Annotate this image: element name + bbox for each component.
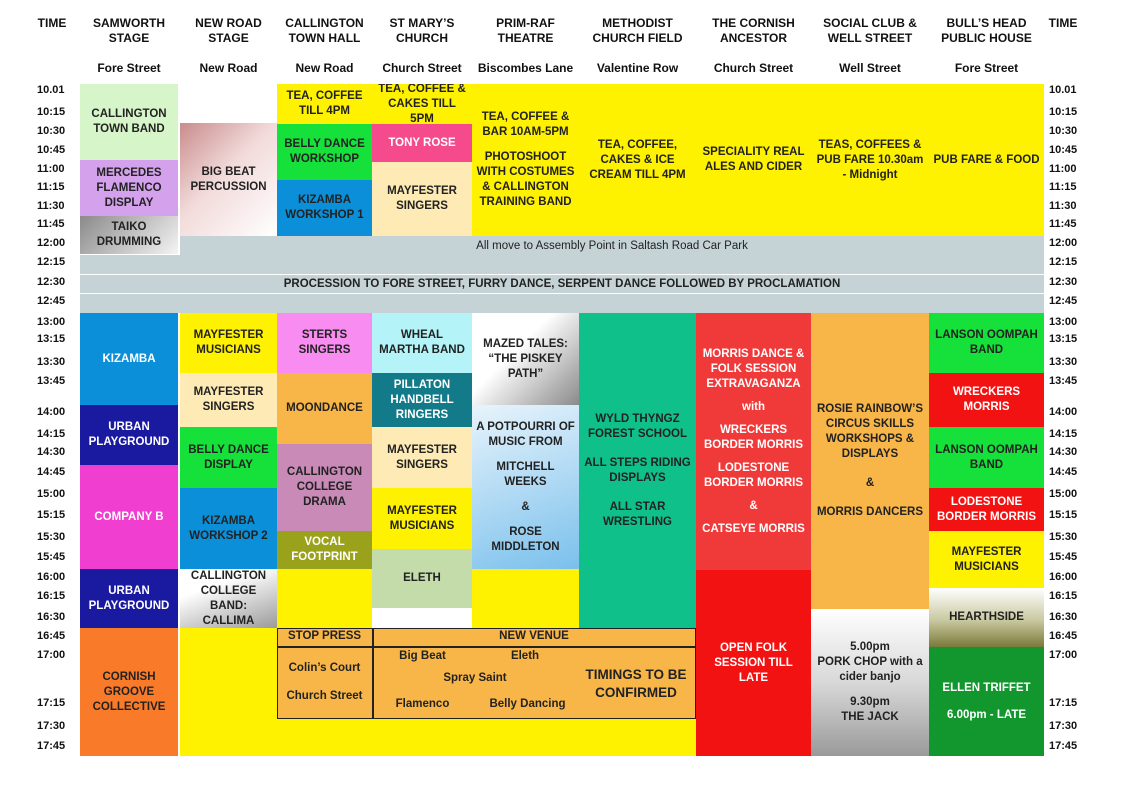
time-label: 14:00: [37, 406, 66, 418]
event-mayfester-singers-stm1: MAYFESTER SINGERS: [372, 162, 472, 236]
column-title-social-club: SOCIAL CLUB & WELL STREET: [823, 16, 917, 45]
time-label: 11:00: [37, 163, 65, 175]
event-kizamba: KIZAMBA: [80, 313, 178, 405]
column-location-social-club: Well Street: [839, 61, 901, 75]
column-location-bulls-head: Fore Street: [954, 61, 1019, 75]
column-location-new-road: New Road: [199, 61, 258, 75]
time-label: 17:00: [1049, 649, 1078, 661]
event-open-folk-session: OPEN FOLK SESSION TILL LATE: [696, 570, 811, 756]
time-label: 12:15: [1049, 256, 1078, 268]
event-sterts-singers: STERTS SINGERS: [277, 313, 372, 373]
event-callington-college-drama: CALLINGTON COLLEGE DRAMA: [277, 444, 372, 531]
time-label: 12:00: [37, 237, 66, 249]
time-label: 10.01: [1049, 84, 1077, 96]
event-pub-fare-food: PUB FARE & FOOD: [929, 84, 1044, 236]
event-morris-extravaganza: MORRIS DANCE & FOLK SESSION EXTRAVAGANZA with WRECKERS BORDER MORRIS LODESTONE BORDER MORRIS & CATSEYE MORRIS: [696, 313, 811, 570]
procession-banner: PROCESSION TO FORE STREET, FURRY DANCE, SERPENT DANCE FOLLOWED BY PROCLAMATION: [80, 255, 1044, 313]
time-label: 15:15: [1049, 509, 1078, 521]
time-label: 10:30: [1049, 125, 1078, 137]
event-taiko-drumming: TAIKO DRUMMING: [80, 216, 178, 254]
time-label: 12:15: [37, 256, 66, 268]
time-label: 17:45: [1049, 740, 1078, 752]
time-label: 12:30: [1049, 276, 1078, 288]
time-label: 12:30: [37, 276, 66, 288]
event-callington-town-band: CALLINGTON TOWN BAND: [80, 84, 178, 160]
event-mayfester-singers-stm2: MAYFESTER SINGERS: [372, 427, 472, 488]
time-label: 12:00: [1049, 237, 1078, 249]
time-label: 14:45: [37, 466, 66, 478]
time-label: 16:30: [1049, 611, 1078, 623]
event-kizamba-workshop-1: KIZAMBA WORKSHOP 1: [277, 180, 372, 236]
event-moondance: MOONDANCE: [277, 373, 372, 444]
time-label: 10:15: [37, 106, 66, 118]
time-label: 12:45: [1049, 295, 1078, 307]
time-label: 10:45: [37, 144, 66, 156]
time-label: 13:00: [1049, 316, 1078, 328]
stop-press-new-venue: NEW VENUE: [499, 630, 569, 642]
event-callington-college-band: CALLINGTON COLLEGE BAND: CALLIMA: [180, 569, 277, 628]
event-cornish-groove: CORNISH GROOVE COLLECTIVE: [80, 628, 178, 756]
event-wheal-martha-band: WHEAL MARTHA BAND: [372, 313, 472, 373]
time-label: 15:45: [37, 551, 66, 563]
column-title-prim-raf: PRIM-RAF THEATRE: [496, 16, 555, 45]
time-label: 17:45: [37, 740, 66, 752]
event-mayfester-musicians-bh: MAYFESTER MUSICIANS: [929, 531, 1044, 588]
column-title-samworth: SAMWORTH STAGE: [93, 16, 165, 45]
time-label: 17:00: [37, 649, 66, 661]
procession-divider-1: [80, 274, 1044, 275]
time-label: 11:00: [1049, 163, 1077, 175]
event-town-hall-yellow: [277, 569, 372, 629]
event-methodist-field-activities: WYLD THYNGZ FOREST SCHOOL ALL STEPS RIDING DISPLAYS ALL STAR WRESTLING: [579, 313, 696, 629]
column-location-samworth: Fore Street: [97, 61, 161, 75]
event-urban-playground-2: URBAN PLAYGROUND: [80, 569, 178, 628]
time-label: 16:45: [37, 630, 66, 642]
time-label: 10:15: [1049, 106, 1078, 118]
event-new-road-yellow-late: [180, 628, 277, 756]
event-potpourri-of-music: A POTPOURRI OF MUSIC FROM MITCHELL WEEKS & ROSE MIDDLETON: [472, 405, 579, 569]
stop-press-belly-dancing: Belly Dancing: [489, 698, 566, 710]
time-label: 16:15: [37, 590, 66, 602]
column-title-cornish-ancestor: THE CORNISH ANCESTOR: [712, 16, 795, 45]
column-title-new-road: NEW ROAD STAGE: [195, 16, 262, 45]
time-label: 13:45: [1049, 375, 1078, 387]
event-pork-chop-the-jack: 5.00pm PORK CHOP with a cider banjo 9.30pm THE JACK: [811, 609, 929, 756]
event-mazed-tales: MAZED TALES: “THE PISKEY PATH”: [472, 313, 579, 405]
time-label: 15:15: [37, 509, 66, 521]
time-label: 15:00: [37, 488, 66, 500]
event-hearthside: HEARTHSIDE: [929, 588, 1044, 647]
stop-press-flamenco: Flamenco: [395, 698, 450, 710]
time-header-left: TIME: [37, 16, 67, 30]
stop-press-spray-saint: Spray Saint: [443, 672, 507, 684]
event-mayfester-singers-nr: MAYFESTER SINGERS: [180, 373, 277, 427]
event-tony-rose: TONY ROSE: [372, 124, 472, 162]
time-label: 11:45: [1049, 218, 1077, 230]
column-location-cornish-ancestor: Church Street: [713, 61, 794, 75]
stop-press-venue-street: Church Street: [286, 690, 363, 702]
event-pillaton-handbell: PILLATON HANDBELL RINGERS: [372, 373, 472, 427]
time-label: 17:30: [37, 720, 66, 732]
time-label: 16:00: [1049, 571, 1078, 583]
time-label: 10:30: [37, 125, 66, 137]
event-lanson-oompah-2: LANSON OOMPAH BAND: [929, 427, 1044, 488]
stop-press-eleth: Eleth: [510, 650, 540, 662]
time-label: 14:00: [1049, 406, 1078, 418]
stop-press-venue-name: Colin’s Court: [288, 662, 361, 674]
procession-divider-2: [80, 293, 1044, 294]
event-tea-coffee-townhall: TEA, COFFEE TILL 4PM: [277, 84, 372, 124]
time-label: 11:15: [1049, 181, 1077, 193]
event-kizamba-workshop-2: KIZAMBA WORKSHOP 2: [180, 488, 277, 569]
time-label: 15:30: [37, 531, 66, 543]
time-label: 11:15: [37, 181, 65, 193]
time-label: 13:15: [1049, 333, 1078, 345]
stop-press-big-beat: Big Beat: [399, 650, 446, 662]
time-label: 17:30: [1049, 720, 1078, 732]
time-label: 16:00: [37, 571, 66, 583]
event-belly-dance-display: BELLY DANCE DISPLAY: [180, 427, 277, 488]
time-label: 11:30: [1049, 200, 1077, 212]
event-urban-playground-1: URBAN PLAYGROUND: [80, 405, 178, 465]
column-location-st-marys: Church Street: [382, 61, 462, 75]
event-lanson-oompah-1: LANSON OOMPAH BAND: [929, 313, 1044, 373]
time-label: 13:30: [37, 356, 66, 368]
event-teas-coffees-pub-fare: TEAS, COFFEES & PUB FARE 10.30am - Midnight: [811, 84, 929, 236]
time-label: 11:45: [37, 218, 65, 230]
time-label: 16:45: [1049, 630, 1078, 642]
event-big-beat-percussion: BIG BEAT PERCUSSION: [180, 123, 277, 236]
column-location-methodist: Valentine Row: [596, 61, 679, 75]
event-mayfester-musicians-nr: MAYFESTER MUSICIANS: [180, 313, 277, 373]
event-vocal-footprint: VOCAL FOOTPRINT: [277, 531, 372, 569]
time-label: 14:30: [1049, 446, 1078, 458]
event-speciality-ales: SPECIALITY REAL ALES AND CIDER: [696, 84, 811, 236]
time-label: 15:30: [1049, 531, 1078, 543]
event-eleth: ELETH: [372, 549, 472, 608]
column-title-st-marys: ST MARY’S CHURCH: [389, 16, 455, 45]
time-label: 17:15: [37, 697, 66, 709]
time-label: 14:45: [1049, 466, 1078, 478]
event-belly-dance-workshop: BELLY DANCE WORKSHOP: [277, 124, 372, 180]
time-label: 14:30: [37, 446, 66, 458]
column-title-methodist: METHODIST CHURCH FIELD: [592, 16, 683, 45]
time-label: 13:15: [37, 333, 66, 345]
time-label: 12:45: [37, 295, 66, 307]
time-label: 14:15: [1049, 428, 1078, 440]
time-label: 15:45: [1049, 551, 1078, 563]
event-ellen-triffet: ELLEN TRIFFET 6.00pm - LATE: [929, 647, 1044, 756]
time-label: 13:45: [37, 375, 66, 387]
event-wreckers-morris: WRECKERS MORRIS: [929, 373, 1044, 427]
time-label: 15:00: [1049, 488, 1078, 500]
time-label: 10:45: [1049, 144, 1078, 156]
event-lodestone-border-morris: LODESTONE BORDER MORRIS: [929, 488, 1044, 531]
stop-press-timings: TIMINGS TO BE CONFIRMED: [585, 667, 687, 700]
event-tea-coffee-cakes-icecream: TEA, COFFEE, CAKES & ICE CREAM TILL 4PM: [579, 84, 696, 236]
event-rosie-rainbow: ROSIE RAINBOW’S CIRCUS SKILLS WORKSHOPS & DISPLAYS & MORRIS DANCERS: [811, 313, 929, 609]
time-label: 11:30: [37, 200, 65, 212]
time-label: 13:30: [1049, 356, 1078, 368]
stop-press-title: STOP PRESS: [287, 630, 362, 642]
time-label: 16:15: [1049, 590, 1078, 602]
event-company-b: COMPANY B: [80, 465, 178, 569]
time-label: 10.01: [37, 84, 65, 96]
stop-press-header-line: [277, 646, 696, 648]
column-location-town-hall: New Road: [295, 61, 354, 75]
time-label: 14:15: [37, 428, 66, 440]
column-title-bulls-head: BULL’S HEAD PUBLIC HOUSE: [941, 16, 1032, 45]
column-location-prim-raf: Biscombes Lane: [477, 61, 574, 75]
event-tea-coffee-cakes-stmarys: TEA, COFFEE & CAKES TILL 5PM: [372, 84, 472, 124]
time-label: 13:00: [37, 316, 66, 328]
event-prim-raf-morning: TEA, COFFEE & BAR 10AM-5PM PHOTOSHOOT WITH COSTUMES & CALLINGTON TRAINING BAND: [472, 84, 579, 236]
column-title-town-hall: CALLINGTON TOWN HALL: [285, 16, 364, 45]
time-label: 17:15: [1049, 697, 1078, 709]
event-prim-raf-yellow: [472, 569, 579, 629]
time-label: 16:30: [37, 611, 66, 623]
assembly-point-banner: All move to Assembly Point in Saltash Road Car Park: [180, 236, 1044, 255]
event-mercedes-flamenco: MERCEDES FLAMENCO DISPLAY: [80, 160, 178, 216]
time-header-right: TIME: [1048, 16, 1078, 30]
event-mayfester-musicians-stm: MAYFESTER MUSICIANS: [372, 488, 472, 549]
